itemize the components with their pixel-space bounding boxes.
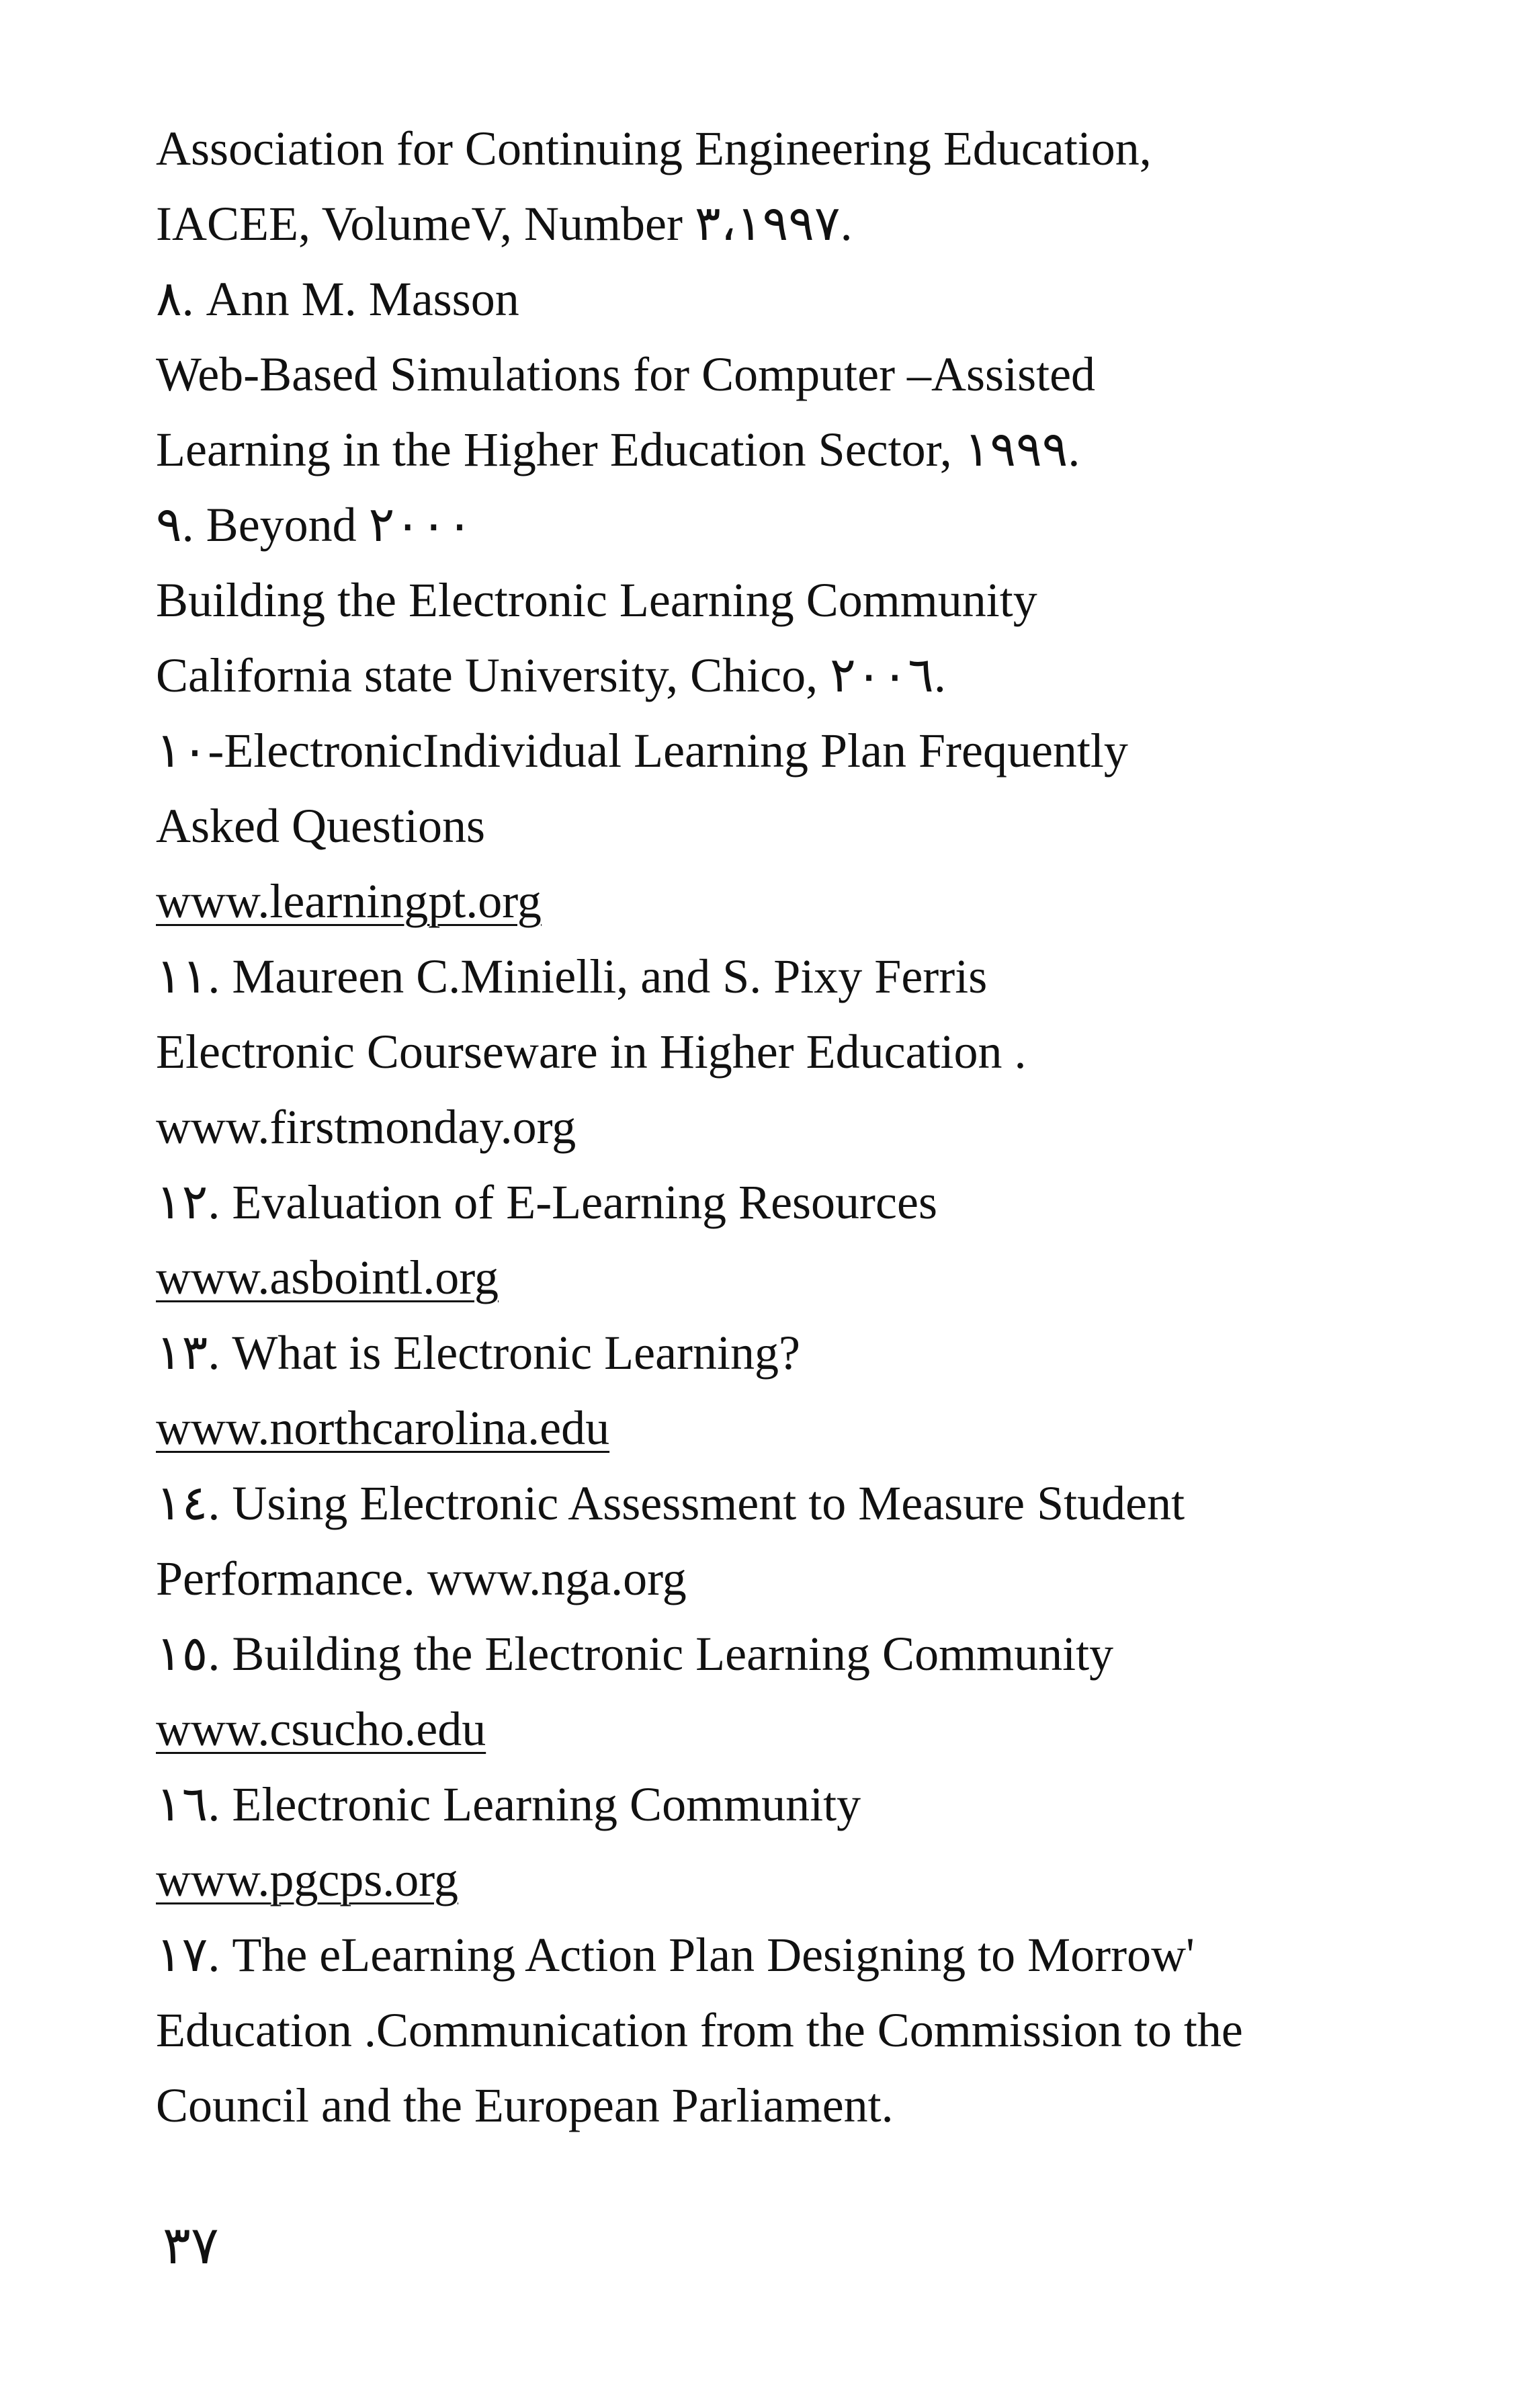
reference-line: Learning in the Higher Education Sector, ١٩٩٩. — [156, 423, 1080, 476]
page-number: ٣٧ — [163, 2216, 219, 2275]
reference-url-link[interactable]: www.pgcps.org — [156, 1853, 458, 1906]
reference-line: ١٥. Building the Electronic Learning Community — [156, 1627, 1114, 1681]
reference-line: Building the Electronic Learning Community — [156, 573, 1037, 627]
reference-line: ١٦. Electronic Learning Community — [156, 1777, 861, 1831]
reference-line: ١٧. The eLearning Action Plan Designing to Morrow' — [156, 1928, 1195, 1982]
reference-url-link[interactable]: www.northcarolina.edu — [156, 1401, 610, 1455]
reference-line: ١١. Maureen C.Minielli, and S. Pixy Ferris — [156, 950, 988, 1003]
reference-line: Council and the European Parliament. — [156, 2079, 894, 2132]
reference-line: California state University, Chico, ٢٠٠٦. — [156, 648, 946, 702]
reference-line: ١٤. Using Electronic Assessment to Measure Student — [156, 1476, 1185, 1530]
reference-line: ٩. Beyond ٢٠٠٠ — [156, 498, 473, 552]
reference-line: Asked Questions — [156, 799, 485, 853]
reference-line: ٨. Ann M. Masson — [156, 272, 519, 326]
reference-line: Association for Continuing Engineering Education, — [156, 122, 1152, 175]
reference-url: www.firstmonday.org — [156, 1100, 576, 1154]
reference-line: Education .Communication from the Commission to the — [156, 2003, 1243, 2057]
reference-line: IACEE, VolumeV, Number ٣،١٩٩٧. — [156, 197, 853, 251]
reference-line: ١٣. What is Electronic Learning? — [156, 1326, 800, 1380]
reference-line: Electronic Courseware in Higher Education . — [156, 1025, 1027, 1079]
reference-line: ١٢. Evaluation of E-Learning Resources — [156, 1175, 937, 1229]
reference-url-link[interactable]: www.learningpt.org — [156, 874, 542, 928]
reference-line: ١٠-ElectronicIndividual Learning Plan Frequently — [156, 724, 1128, 778]
reference-url-link[interactable]: www.asbointl.org — [156, 1251, 499, 1304]
reference-line: Performance. www.nga.org — [156, 1552, 687, 1605]
reference-line: Web-Based Simulations for Computer –Assisted — [156, 347, 1096, 401]
references-list — [156, 111, 1338, 2143]
reference-url-link[interactable]: www.csucho.edu — [156, 1702, 486, 1756]
